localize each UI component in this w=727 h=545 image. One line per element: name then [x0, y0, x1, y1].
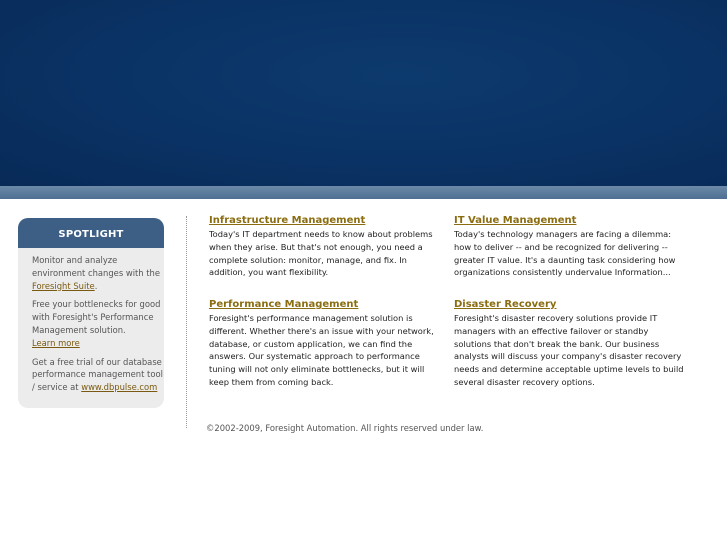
- article-body: Foresight's performance management solution is different. Whether there's an issue with your network, database, or custom application, we can find the answers. Our systematic approach to performance tuning will not only eliminate bottlenecks, but it will keep them from coming back.: [209, 313, 434, 387]
- spotlight-text: Monitor and analyze environment changes with the: [32, 255, 161, 278]
- dbpulse-link[interactable]: www.dbpulse.com: [81, 382, 158, 393]
- learn-more-link[interactable]: Learn more: [32, 337, 80, 348]
- spotlight-title: SPOTLIGHT: [18, 218, 164, 248]
- article-infrastructure: [209, 214, 441, 279]
- article-it-value: [454, 214, 684, 279]
- spotlight-text: Get a free trial of our database performance management tool / service at: [32, 356, 163, 393]
- spotlight-item-trial: [32, 356, 164, 394]
- header-banner: [0, 0, 727, 188]
- disaster-recovery-link[interactable]: Disaster Recovery: [454, 299, 557, 310]
- spotlight-text: .: [94, 280, 98, 291]
- foresight-suite-link[interactable]: Foresight Suite: [32, 280, 95, 291]
- banner-divider-strip: [0, 186, 727, 199]
- performance-management-link[interactable]: Performance Management: [209, 299, 359, 310]
- it-value-management-link[interactable]: IT Value Management: [454, 215, 577, 226]
- vertical-divider: [186, 216, 187, 428]
- infrastructure-management-link[interactable]: Infrastructure Management: [209, 215, 366, 226]
- article-body: Today's technology managers are facing a dilemma: how to deliver -- and be recognized for delivering -- greater IT value. It's a daunting task considering how organizations consistently undervalue Information...: [454, 229, 676, 278]
- spotlight-body: [18, 248, 164, 394]
- spotlight-panel: [18, 218, 164, 408]
- spotlight-text: Free your bottlenecks for good with Foresight's Performance Management solution.: [32, 299, 161, 335]
- article-body: Foresight's disaster recovery solutions provide IT managers with an effective failover or standby solutions that don't break the bank. Our business analysts will discuss your company's disaster recovery needs and determine acceptable uptime levels to build several disaster recovery options.: [454, 313, 684, 387]
- spotlight-item-performance: [32, 298, 164, 349]
- copyright-footer: ©2002-2009, Foresight Automation. All rights reserved under law.: [206, 423, 484, 433]
- spotlight-item-suite: [32, 254, 164, 292]
- article-performance: [209, 298, 441, 389]
- article-body: Today's IT department needs to know about problems when they arise. But that's not enough, you need a complete solution: monitor, manage, and fix. In addition, you want flexibility.: [209, 229, 433, 278]
- article-disaster-recovery: [454, 298, 684, 389]
